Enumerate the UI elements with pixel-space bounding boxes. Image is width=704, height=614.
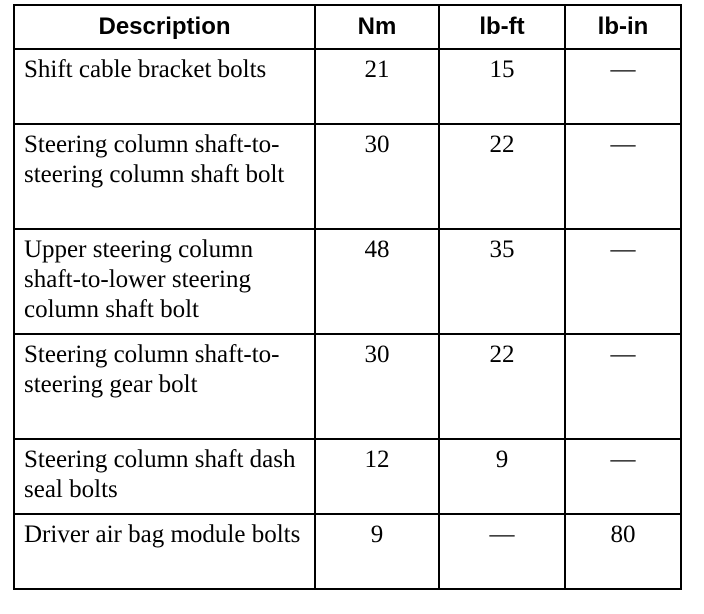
cell-lbin-value: — <box>610 131 636 158</box>
cell-lbft-value: 9 <box>495 446 509 473</box>
cell-lbft-value: 35 <box>489 236 515 263</box>
cell-nm <box>315 334 439 439</box>
cell-nm-value: 21 <box>364 56 390 83</box>
cell-description: Steering column shaft-to-steering column shaft bolt <box>14 124 315 229</box>
header-lbin: lb-in <box>565 5 681 49</box>
cell-lbin <box>565 124 681 229</box>
cell-nm-value: 12 <box>364 446 390 473</box>
cell-lbft-value: 22 <box>489 131 515 158</box>
torque-spec-table <box>13 4 682 590</box>
cell-nm <box>315 439 439 514</box>
header-row <box>14 5 681 49</box>
cell-lbft <box>439 49 565 124</box>
cell-lbin-value: — <box>610 446 636 473</box>
table-row <box>14 229 681 334</box>
cell-nm-value: 30 <box>364 341 390 368</box>
header-lbft: lb-ft <box>439 5 565 49</box>
cell-nm-value: 9 <box>370 521 384 548</box>
cell-lbft-value: — <box>489 521 515 548</box>
cell-lbin-value: — <box>610 56 636 83</box>
cell-lbin <box>565 229 681 334</box>
header-description: Description <box>14 5 315 49</box>
cell-nm <box>315 514 439 589</box>
cell-description: Steering column shaft dash seal bolts <box>14 439 315 514</box>
cell-nm-value: 48 <box>364 236 390 263</box>
cell-lbft <box>439 124 565 229</box>
cell-nm <box>315 49 439 124</box>
cell-lbin <box>565 49 681 124</box>
cell-lbft <box>439 229 565 334</box>
cell-lbin-value: — <box>610 236 636 263</box>
cell-lbin <box>565 514 681 589</box>
table-header <box>14 5 681 49</box>
header-nm: Nm <box>315 5 439 49</box>
table-body <box>14 49 681 589</box>
cell-description: Driver air bag module bolts <box>14 514 315 589</box>
cell-lbin <box>565 334 681 439</box>
cell-nm <box>315 124 439 229</box>
table-row <box>14 49 681 124</box>
table-row <box>14 514 681 589</box>
cell-lbft <box>439 439 565 514</box>
cell-lbft-value: 15 <box>489 56 515 83</box>
cell-nm <box>315 229 439 334</box>
cell-description: Upper steering column shaft-to-lower steering column shaft bolt <box>14 229 315 334</box>
table-row <box>14 334 681 439</box>
cell-lbin-value: — <box>610 341 636 368</box>
cell-lbft <box>439 514 565 589</box>
cell-lbft <box>439 334 565 439</box>
cell-lbin <box>565 439 681 514</box>
cell-nm-value: 30 <box>364 131 390 158</box>
table-row <box>14 439 681 514</box>
table-row <box>14 124 681 229</box>
cell-lbft-value: 22 <box>489 341 515 368</box>
cell-description: Steering column shaft-to-steering gear bolt <box>14 334 315 439</box>
cell-lbin-value: 80 <box>610 521 636 548</box>
cell-description: Shift cable bracket bolts <box>14 49 315 124</box>
